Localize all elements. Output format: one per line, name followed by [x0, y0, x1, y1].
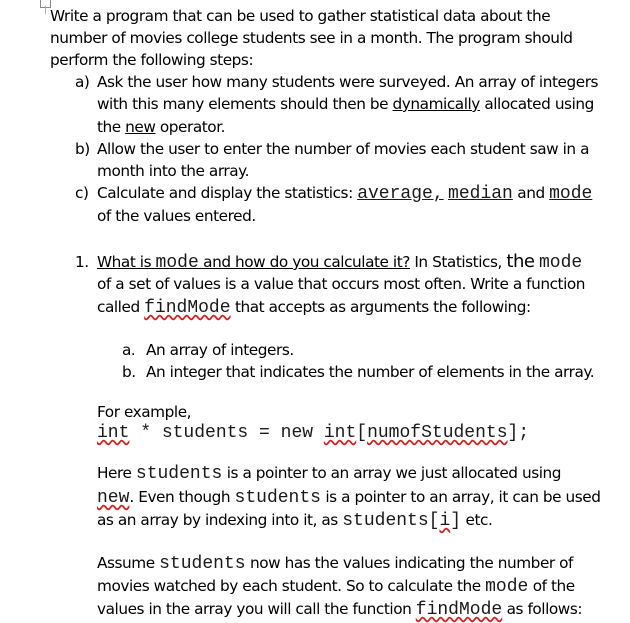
- para-2-line-2: movies watched by each student. So to calculate the mode of the: [97, 577, 575, 597]
- step-c-line-1: Calculate and display the statistics: average, median and mode: [97, 184, 593, 204]
- findmode-code: findMode: [144, 298, 231, 318]
- question-1-line-3: called findMode that accepts as arguments the following:: [97, 298, 531, 318]
- arg-b-marker: b.: [122, 363, 136, 381]
- step-b-line-1: Allow the user to enter the number of movies each student saw in a: [97, 140, 590, 158]
- step-c-line-2: of the values entered.: [97, 207, 256, 225]
- average-code: average,: [357, 184, 444, 204]
- students-code: students: [135, 464, 223, 484]
- para-2-line-1: Assume students now has the values indicating the number of: [97, 554, 573, 574]
- mode-code: mode: [549, 184, 593, 204]
- intro-line-2: number of movies college students see in a month. The program should: [50, 29, 573, 47]
- arg-a-marker: a.: [122, 341, 136, 359]
- mode-term: mode: [538, 253, 583, 273]
- new-word: new: [125, 118, 156, 136]
- median-code: median: [448, 184, 513, 204]
- step-c-marker: c): [75, 184, 89, 202]
- text-boundary-rule: [45, 6, 46, 14]
- step-b-marker: b): [75, 140, 90, 158]
- dynamically-word: dynamically: [392, 95, 480, 113]
- step-b-line-2: month into the array.: [97, 162, 249, 180]
- intro-line-1: Write a program that can be used to gather statistical data about the: [50, 7, 551, 25]
- example-label: For example,: [97, 403, 192, 421]
- new-code: new: [97, 488, 130, 508]
- step-a-line-2: with this many elements should then be dynamically allocated using: [97, 95, 594, 113]
- question-1-marker: 1.: [75, 253, 89, 271]
- step-a-line-1: Ask the user how many students were surveyed. An array of integers: [97, 73, 599, 91]
- findmode-call-code: findMode: [415, 600, 503, 620]
- para-1-line-1: Here students is a pointer to an array we just allocated using: [97, 464, 562, 484]
- para-2-line-3: values in the array you will call the function findMode as follows:: [97, 600, 583, 620]
- intro-line-3: perform the following steps:: [50, 51, 254, 69]
- example-code-line: int * students = new int[numofStudents];: [97, 423, 530, 443]
- students-index-code: students[i]: [342, 511, 462, 531]
- arg-b-text: An integer that indicates the number of elements in the array.: [146, 363, 595, 381]
- para-1-line-3: as an array by indexing into it, as students[i] etc.: [97, 511, 493, 531]
- step-a-marker: a): [75, 73, 90, 91]
- arg-a-text: An array of integers.: [146, 341, 294, 359]
- question-1-line-1: What is mode and how do you calculate it? In Statistics, the mode: [97, 251, 583, 273]
- para-1-line-2: new. Even though students is a pointer to an array, it can be used: [97, 488, 601, 508]
- question-1-line-2: of a set of values is a value that occurs most often. Write a function: [97, 275, 586, 293]
- step-a-line-3: the new operator.: [97, 118, 226, 136]
- question-1-heading: What is mode and how do you calculate it?: [97, 253, 410, 273]
